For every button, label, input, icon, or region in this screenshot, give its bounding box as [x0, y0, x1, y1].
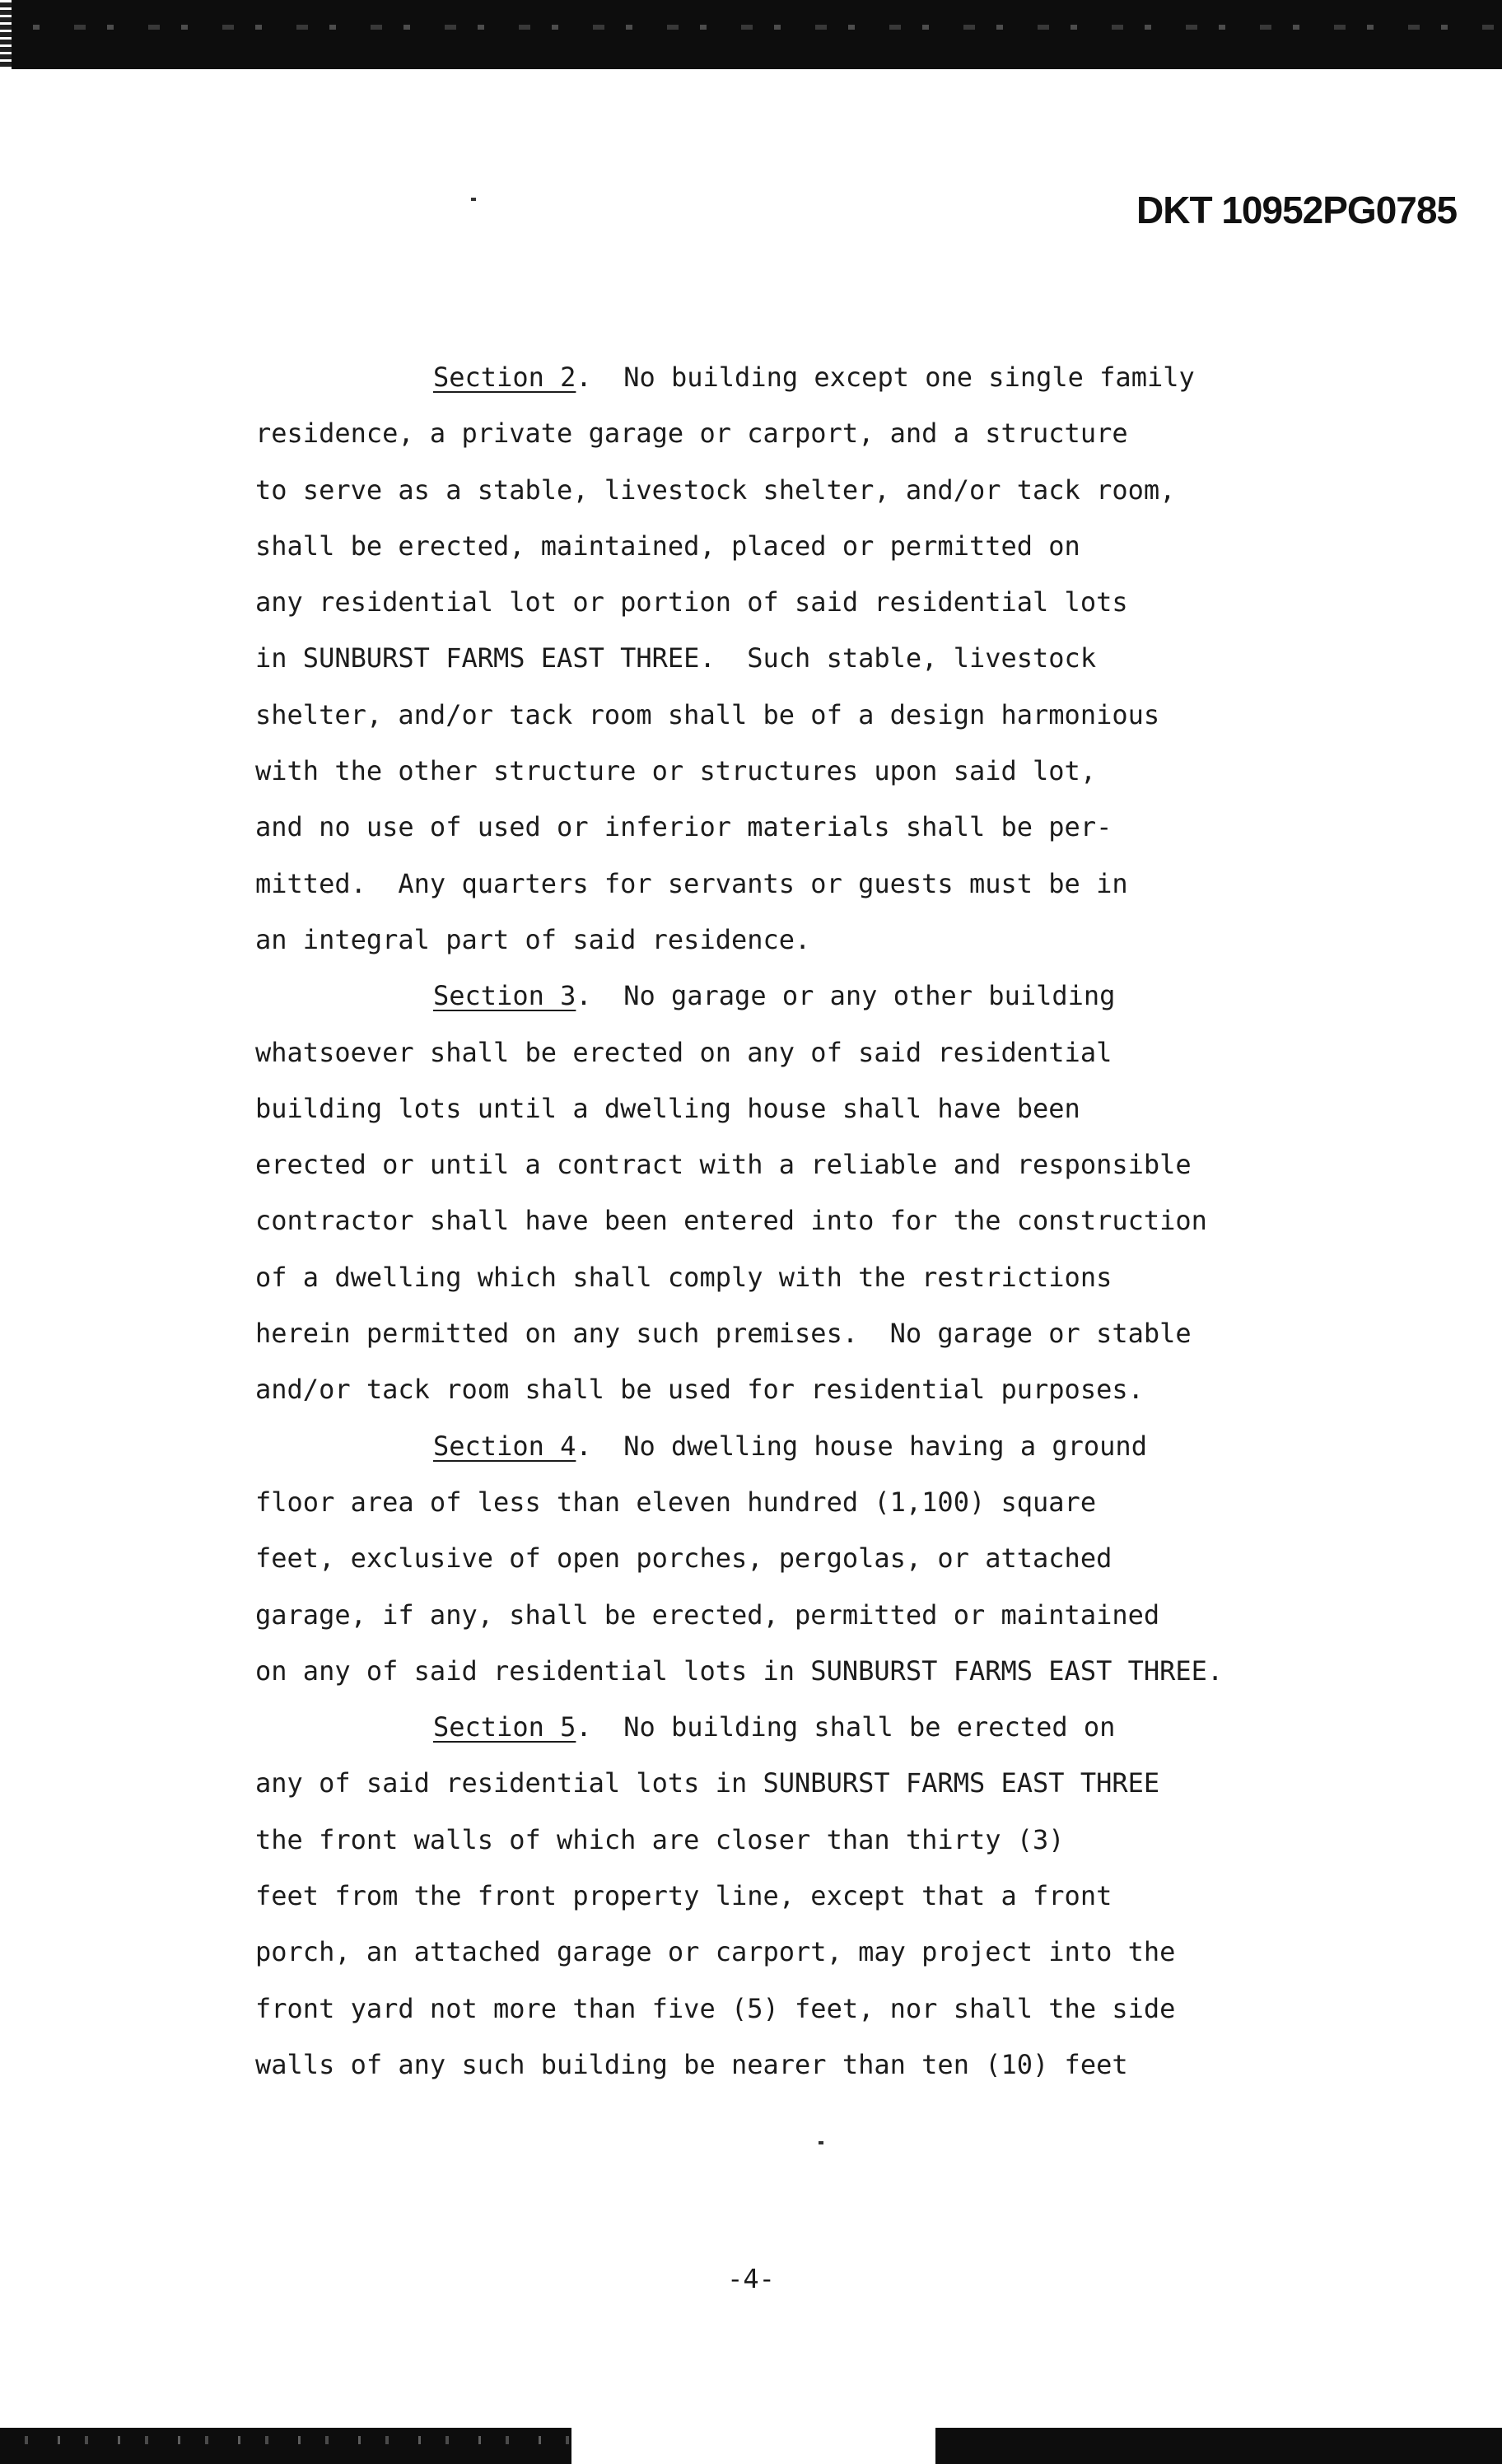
text-line: . No building except one single family	[576, 362, 1195, 393]
text-line: with the other structure or structures upon said lot,	[255, 755, 1097, 787]
docket-reference: DKT 10952PG0785	[1136, 189, 1458, 231]
section-3-heading: Section 3	[433, 980, 576, 1012]
text-line: mitted. Any quarters for servants or guests must be in	[255, 867, 1128, 899]
text-line: and/or tack room shall be used for residential purposes.	[255, 1374, 1144, 1406]
text-line: garage, if any, shall be erected, permitted or maintained	[255, 1598, 1160, 1631]
page-number: -4-	[727, 2263, 775, 2294]
section-5-heading: Section 5	[433, 1711, 576, 1743]
text-line: shall be erected, maintained, placed or permitted on	[255, 530, 1080, 562]
text-line: walls of any such building be nearer than ten (10) feet	[255, 2048, 1128, 2080]
text-line: and no use of used or inferior materials shall be per-	[255, 811, 1113, 843]
text-line: an integral part of said residence.	[255, 923, 811, 955]
text-line: . No building shall be erected on	[576, 1711, 1116, 1743]
text-line: . No garage or any other building	[576, 980, 1116, 1012]
text-line: front yard not more than five (5) feet, nor shall the side	[255, 1992, 1176, 2024]
text-line: to serve as a stable, livestock shelter, and/or tack room,	[255, 474, 1176, 506]
text-line: herein permitted on any such premises. No garage or stable	[255, 1318, 1192, 1350]
text-line: porch, an attached garage or carport, may project into the	[255, 1936, 1176, 1968]
text-line: residence, a private garage or carport, and a structure	[255, 418, 1128, 450]
text-line: any residential lot or portion of said residential lots	[255, 586, 1128, 618]
scan-border-bottom-left	[0, 2428, 571, 2464]
scan-border-top	[0, 0, 1502, 69]
section-first-line	[255, 1699, 1375, 1755]
section-4-heading: Section 4	[433, 1430, 576, 1462]
scan-edge-marks	[0, 0, 12, 69]
section-first-line	[255, 349, 1375, 405]
section-first-line	[255, 968, 1375, 1024]
section-first-line	[255, 1418, 1375, 1474]
text-line: shelter, and/or tack room shall be of a design harmonious	[255, 698, 1160, 730]
scan-border-bottom-right	[935, 2428, 1502, 2464]
text-line: . No dwelling house having a ground	[576, 1430, 1147, 1462]
text-line: of a dwelling which shall comply with the restrictions	[255, 1261, 1113, 1293]
text-line: floor area of less than eleven hundred (1,100) square	[255, 1486, 1097, 1518]
scan-speck	[471, 198, 476, 201]
scan-speck	[819, 2141, 823, 2144]
text-line: any of said residential lots in SUNBURST FARMS EAST THREE	[255, 1767, 1160, 1799]
text-line: the front walls of which are closer than thirty (3)	[255, 1823, 1065, 1855]
section-2-heading: Section 2	[433, 362, 576, 393]
text-line: contractor shall have been entered into for the construction	[255, 1205, 1207, 1237]
text-line: on any of said residential lots in SUNBURST FARMS EAST THREE.	[255, 1654, 1224, 1687]
document-body	[255, 349, 1375, 2093]
text-line: feet from the front property line, except that a front	[255, 1880, 1113, 1912]
text-line: erected or until a contract with a reliable and responsible	[255, 1149, 1192, 1181]
text-line: whatsoever shall be erected on any of said residential	[255, 1036, 1113, 1068]
text-line: feet, exclusive of open porches, pergolas, or attached	[255, 1542, 1113, 1575]
text-line: building lots until a dwelling house shall have been	[255, 1092, 1080, 1124]
text-line: in SUNBURST FARMS EAST THREE. Such stable, livestock	[255, 642, 1097, 674]
